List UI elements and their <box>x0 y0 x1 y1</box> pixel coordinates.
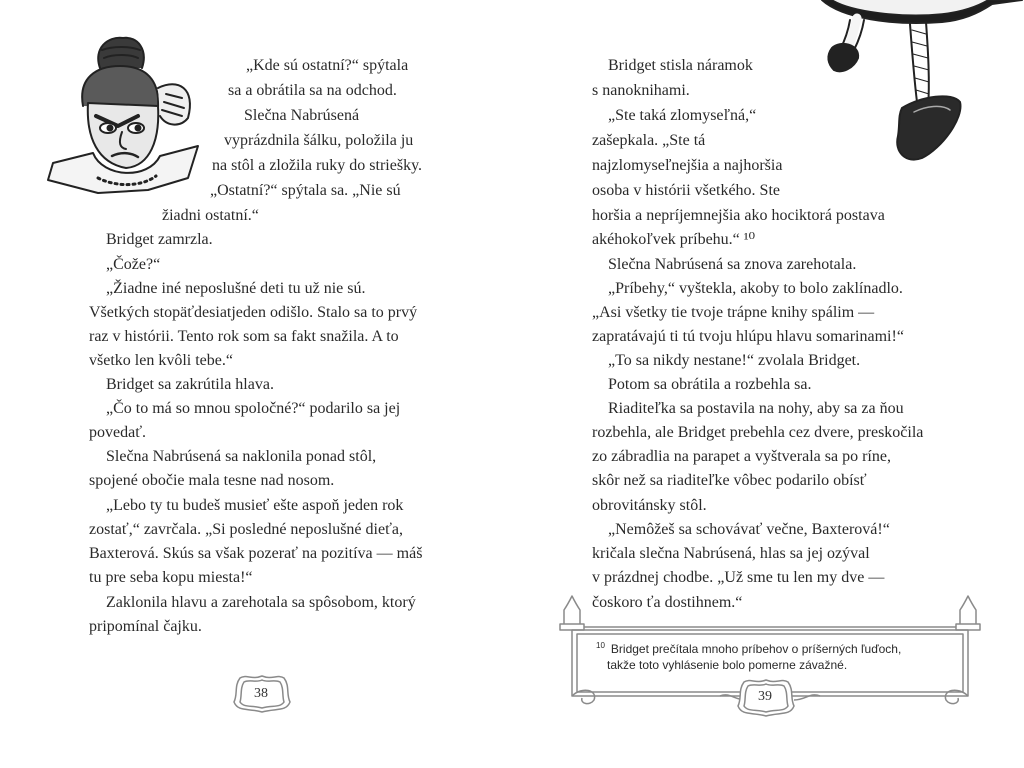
headmistress-portrait-illustration <box>38 28 213 198</box>
text-line: čoskoro ťa dostihnem.“ <box>592 594 743 611</box>
text-line: sa a obrátila sa na odchod. <box>228 82 397 99</box>
text-line: zašepkala. „Ste tá <box>592 132 706 149</box>
text-line: raz v histórii. Tento rok som sa fakt snažila. A to <box>89 328 399 345</box>
footnote <box>596 638 966 673</box>
text-line: žiadni ostatní.“ <box>162 207 259 224</box>
text-line: Potom sa obrátila a rozbehla sa. <box>608 376 812 393</box>
text-line: „Ste taká zlomyseľná,“ <box>608 107 757 124</box>
text-line: najzlomyseľnejšia a najhoršia <box>592 157 783 174</box>
text-line: skôr než sa riaditeľke vôbec podarilo obísť <box>592 472 867 489</box>
text-line: vyprázdnila šálku, položila ju <box>224 132 414 149</box>
text-line: všetko len kvôli tebe.“ <box>89 352 233 369</box>
text-line: rozbehla, ale Bridget prebehla cez dvere, preskočila <box>592 424 924 441</box>
text-line: „Nemôžeš sa schovávať večne, Baxterová!“ <box>608 521 890 538</box>
page-number: 38 <box>254 686 268 701</box>
text-line: „Čože?“ <box>106 256 161 273</box>
text-line: Bridget stisla náramok <box>608 57 753 74</box>
text-line: spojené obočie mala tesne nad nosom. <box>89 472 335 489</box>
text-line: obrovitánsky stôl. <box>592 497 707 514</box>
footnote-line: takže toto vyhlásenie bolo pomerne závažné. <box>607 658 848 672</box>
text-line: zostať,“ zavrčala. „Si posledné neposlušné dieťa, <box>89 521 403 538</box>
text-line: Slečna Nabrúsená sa naklonila ponad stôl, <box>106 448 377 465</box>
text-line: Slečna Nabrúsená <box>244 107 360 124</box>
text-line: zapratávajú ti tú tvoju hlúpu hlavu somarinami!“ <box>592 328 904 345</box>
text-line: „Asi všetky tie tvoje trápne knihy spálim — <box>592 304 875 321</box>
text-line: v prázdnej chodbe. „Už sme tu len my dve — <box>592 569 885 586</box>
text-line: Riaditeľka sa postavila na nohy, aby sa za ňou <box>608 400 904 417</box>
text-line: Bridget sa zakrútila hlava. <box>106 376 274 393</box>
page-number: 39 <box>758 689 772 704</box>
running-legs-illustration <box>802 0 1022 170</box>
text-line: s nanoknihami. <box>592 82 690 99</box>
text-line: „Ostatní?“ spýtala sa. „Nie sú <box>210 182 401 199</box>
text-line: akéhokoľvek príbehu.“ ¹⁰ <box>592 231 755 248</box>
text-line: Zaklonila hlavu a zarehotala sa spôsobom, ktorý <box>106 594 416 611</box>
text-line: horšia a nepríjemnejšia ako hociktorá postava <box>592 207 885 224</box>
text-line: pripomínal čajku. <box>89 618 202 635</box>
text-line: tu pre seba kopu miesta!“ <box>89 569 253 586</box>
text-line: „To sa nikdy nestane!“ zvolala Bridget. <box>608 352 861 369</box>
footnote-text: Bridget prečítala mnoho príbehov o príšerných ľuďoch, <box>610 642 902 656</box>
text-line: „Príbehy,“ vyštekla, akoby to bolo zaklínadlo. <box>608 280 903 297</box>
text-line: Slečna Nabrúsená sa znova zarehotala. <box>608 256 857 273</box>
text-line: Baxterová. Skús sa však pozerať na pozitíva — máš <box>89 545 423 562</box>
text-line: „Žiadne iné neposlušné deti tu už nie sú. <box>106 280 366 297</box>
footnote-marker: 10 <box>596 641 605 650</box>
text-line: „Kde sú ostatní?“ spýtala <box>246 57 409 74</box>
text-line: Všetkých stopäťdesiatjeden odišlo. Stalo sa to prvý <box>89 304 418 321</box>
text-line: Bridget zamrzla. <box>106 231 213 248</box>
footnote-line <box>596 638 966 657</box>
text-line: osoba v histórii všetkého. Ste <box>592 182 780 199</box>
text-line: „Čo to má so mnou spoločné?“ podarilo sa jej <box>106 400 401 417</box>
text-line: „Lebo ty tu budeš musieť ešte aspoň jeden rok <box>106 497 404 514</box>
text-line: kričala slečna Nabrúsená, hlas sa jej ozýval <box>592 545 870 562</box>
text-line: na stôl a zložila ruky do striešky. <box>212 157 423 174</box>
text-line: zo zábradlia na parapet a vyštverala sa po ríne, <box>592 448 891 465</box>
text-line: povedať. <box>89 424 147 441</box>
